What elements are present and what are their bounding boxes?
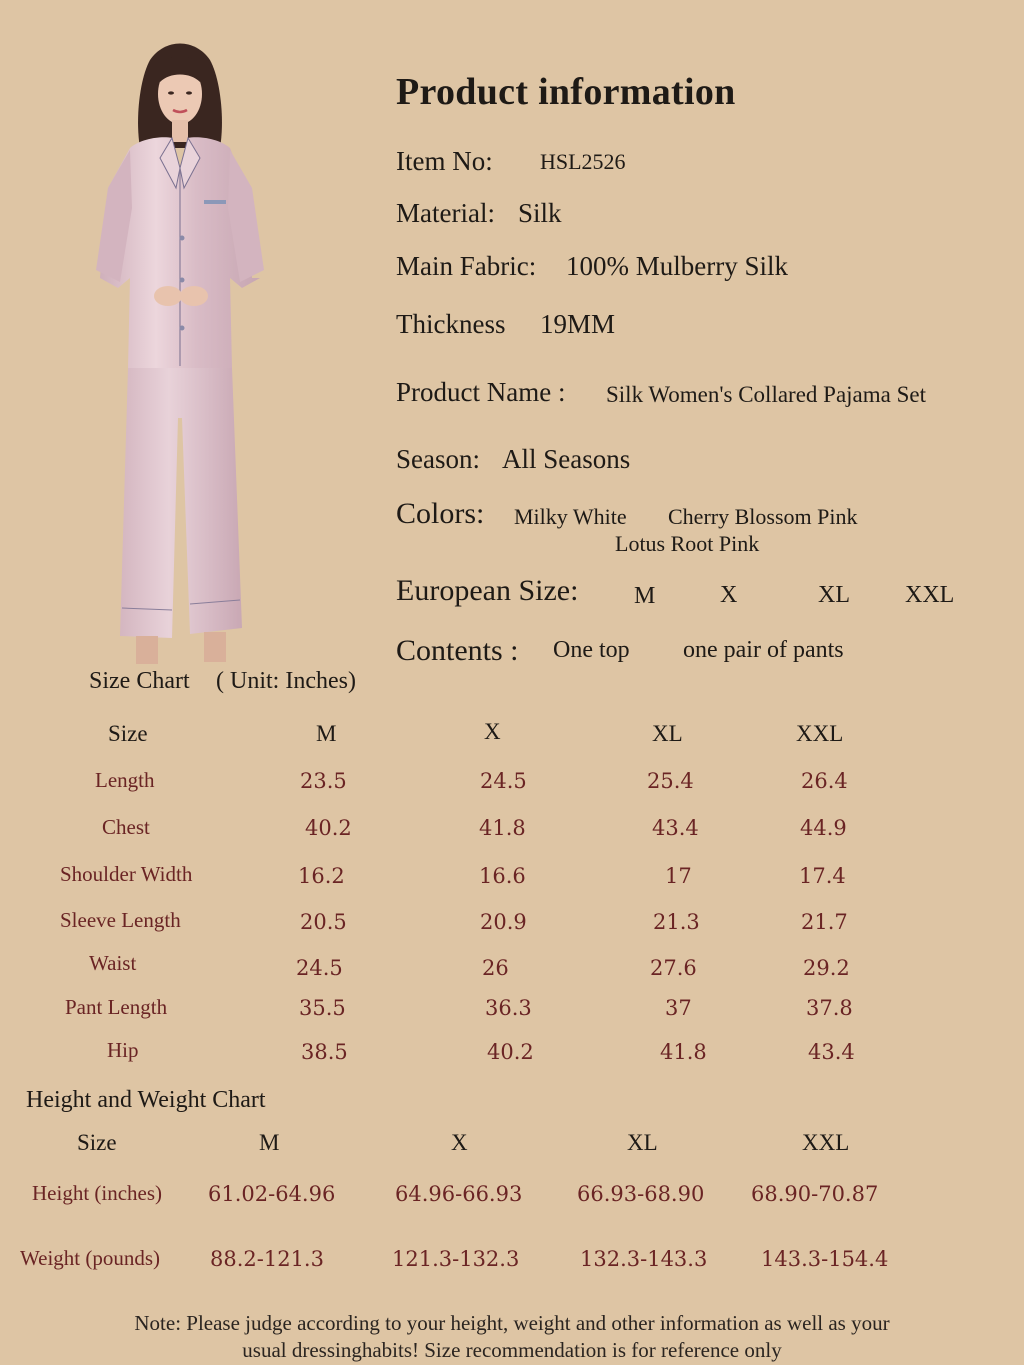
- cell-x: 16.6: [479, 864, 526, 888]
- thickness-value: 19MM: [540, 309, 616, 339]
- row-label: Pant Length: [65, 995, 168, 1019]
- size-chart-unit: ( Unit: Inches): [216, 668, 356, 694]
- item-no-value: HSL2526: [540, 149, 626, 174]
- note-line-1: Note: Please judge according to your height, weight and other information as well as your: [134, 1311, 890, 1335]
- main-fabric-label: Main Fabric:: [396, 251, 537, 281]
- cell-xxl: 143.3-154.4: [761, 1247, 889, 1271]
- height-weight-chart-title: Height and Weight Chart: [26, 1087, 266, 1113]
- product-name-label: Product Name :: [396, 377, 566, 407]
- row-label: Waist: [89, 951, 137, 975]
- cell-xl: 17: [665, 864, 692, 888]
- size-chart-header-xl: XL: [652, 721, 683, 746]
- row-label: Hip: [107, 1038, 139, 1062]
- cell-xl: 37: [665, 996, 692, 1020]
- hw-header-x: X: [451, 1130, 468, 1155]
- european-size-label: European Size:: [396, 574, 579, 607]
- row-label: Length: [95, 768, 155, 792]
- cell-xxl: 43.4: [808, 1040, 855, 1064]
- color-option-cherry-blossom-pink: Cherry Blossom Pink: [668, 504, 858, 529]
- cell-xxl: 21.7: [801, 910, 848, 934]
- size-chart-header-x: X: [484, 719, 501, 744]
- hw-header-xxl: XXL: [802, 1130, 850, 1155]
- season-label: Season:: [396, 444, 480, 474]
- cell-xl: 132.3-143.3: [580, 1247, 708, 1271]
- product-name-value: Silk Women's Collared Pajama Set: [606, 382, 927, 407]
- item-no-label: Item No:: [396, 146, 493, 176]
- cell-x: 64.96-66.93: [395, 1182, 523, 1206]
- size-chart-header-size: Size: [108, 721, 148, 746]
- hw-header-m: M: [259, 1130, 280, 1155]
- cell-x: 24.5: [480, 769, 527, 793]
- note-line-2: usual dressinghabits! Size recommendation is for reference only: [242, 1338, 782, 1362]
- contents-pants: one pair of pants: [683, 637, 844, 663]
- material-value: Silk: [518, 198, 562, 228]
- row-label: Sleeve Length: [60, 908, 181, 932]
- product-info-title: Product information: [396, 71, 736, 113]
- cell-m: 16.2: [298, 864, 345, 888]
- cell-m: 20.5: [300, 910, 347, 934]
- cell-m: 24.5: [296, 956, 343, 980]
- cell-xxl: 44.9: [800, 816, 847, 840]
- main-fabric-value: 100% Mulberry Silk: [566, 251, 788, 281]
- cell-xxl: 68.90-70.87: [751, 1182, 879, 1206]
- material-label: Material:: [396, 198, 495, 228]
- cell-x: 26: [482, 956, 509, 980]
- cell-xl: 21.3: [653, 910, 700, 934]
- row-label: Weight (pounds): [20, 1246, 161, 1270]
- cell-xxl: 26.4: [801, 769, 848, 793]
- color-option-lotus-root-pink: Lotus Root Pink: [615, 531, 760, 556]
- cell-m: 88.2-121.3: [210, 1247, 324, 1271]
- color-option-milky-white: Milky White: [514, 504, 627, 529]
- model-in-pajamas-illustration: [80, 38, 280, 668]
- european-size-m: M: [634, 583, 656, 609]
- cell-xxl: 37.8: [806, 996, 853, 1020]
- cell-xxl: 29.2: [803, 956, 850, 980]
- cell-x: 40.2: [487, 1040, 534, 1064]
- colors-label: Colors:: [396, 497, 485, 530]
- product-photo: [80, 38, 280, 668]
- cell-xl: 25.4: [647, 769, 694, 793]
- thickness-label: Thickness: [396, 309, 506, 339]
- size-chart-header-xxl: XXL: [796, 721, 844, 746]
- cell-x: 20.9: [480, 910, 527, 934]
- cell-xl: 66.93-68.90: [577, 1182, 705, 1206]
- cell-xl: 27.6: [650, 956, 697, 980]
- contents-label: Contents :: [396, 634, 519, 667]
- cell-x: 36.3: [485, 996, 532, 1020]
- row-label: Height (inches): [32, 1181, 163, 1205]
- size-chart-header-m: M: [316, 721, 337, 746]
- cell-m: 40.2: [305, 816, 352, 840]
- european-size-x: X: [720, 582, 738, 608]
- european-size-xl: XL: [818, 582, 850, 608]
- european-size-xxl: XXL: [905, 582, 955, 608]
- season-value: All Seasons: [502, 444, 631, 474]
- cell-m: 61.02-64.96: [208, 1182, 336, 1206]
- cell-xl: 43.4: [652, 816, 699, 840]
- hw-header-xl: XL: [627, 1130, 658, 1155]
- cell-x: 121.3-132.3: [392, 1247, 520, 1271]
- cell-m: 38.5: [301, 1040, 348, 1064]
- cell-xxl: 17.4: [799, 864, 846, 888]
- contents-top: One top: [553, 637, 630, 663]
- hw-header-size: Size: [77, 1130, 117, 1155]
- cell-x: 41.8: [479, 816, 526, 840]
- cell-m: 35.5: [299, 996, 346, 1020]
- row-label: Shoulder Width: [60, 862, 193, 886]
- cell-m: 23.5: [300, 769, 347, 793]
- cell-xl: 41.8: [660, 1040, 707, 1064]
- row-label: Chest: [102, 815, 150, 839]
- size-chart-title: Size Chart: [89, 668, 190, 694]
